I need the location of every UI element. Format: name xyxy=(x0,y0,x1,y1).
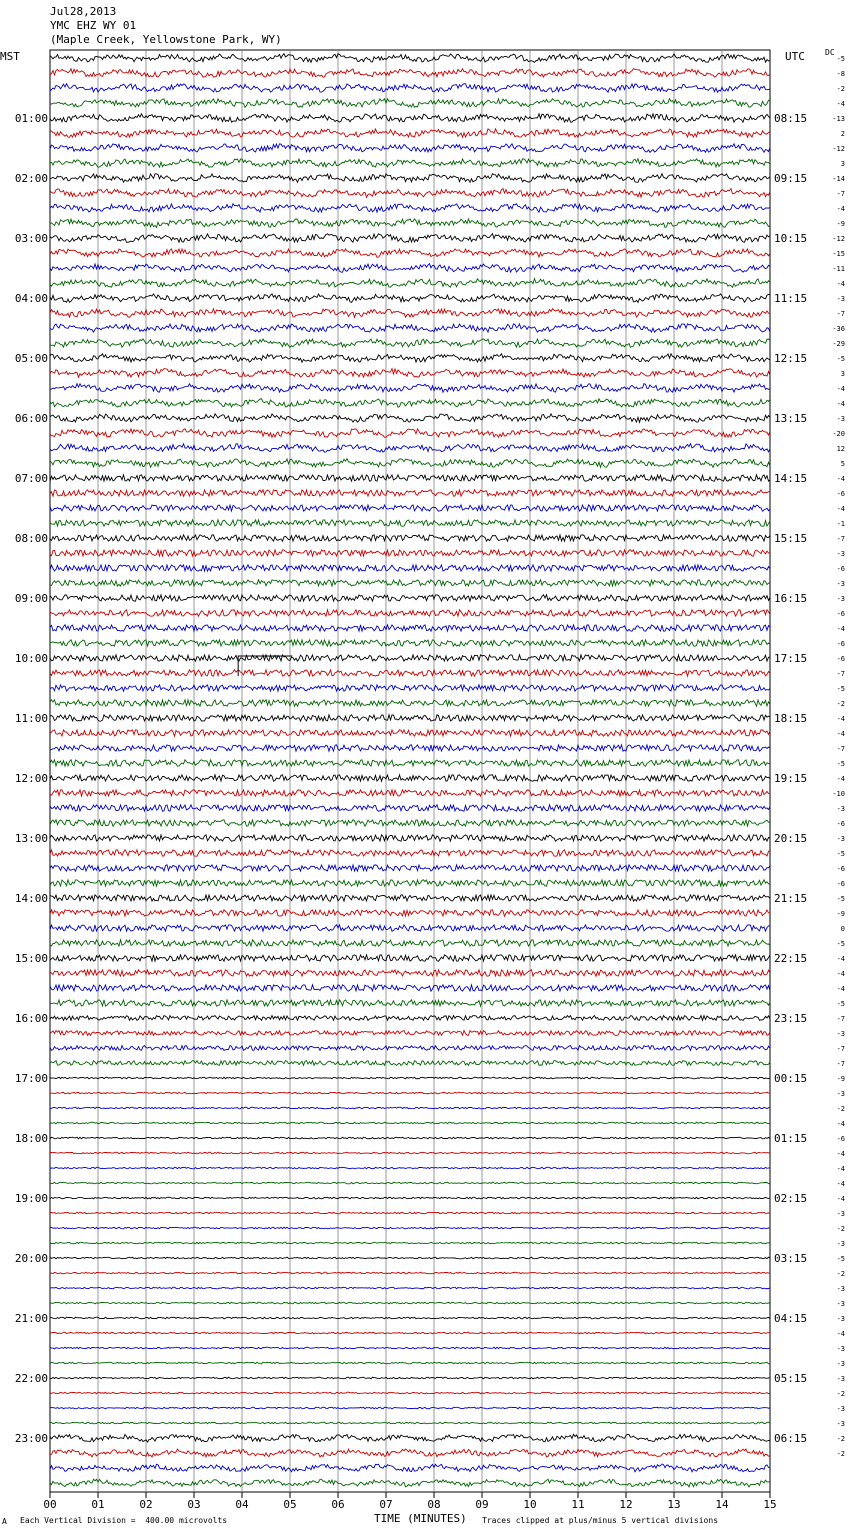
station-location: (Maple Creek, Yellowstone Park, WY) xyxy=(50,33,282,46)
left-timezone-label: MST xyxy=(0,50,20,63)
utc-hour-label: 21:15 xyxy=(774,892,808,905)
seismic-trace xyxy=(50,1167,770,1169)
right-timezone-label: UTC xyxy=(785,50,805,63)
dc-offset-value: 3 xyxy=(840,160,845,168)
seismic-trace xyxy=(50,1122,770,1124)
mst-hour-label: 03:00 xyxy=(14,232,48,245)
dc-offset-value: -3 xyxy=(836,1360,845,1368)
dc-offset-header: DC xyxy=(825,48,835,57)
dc-offset-value: -4 xyxy=(836,625,845,633)
seismic-trace xyxy=(50,174,770,183)
seismic-trace xyxy=(50,880,770,886)
seismic-trace xyxy=(50,264,770,273)
mst-hour-label: 19:00 xyxy=(14,1192,48,1205)
dc-offset-value: -4 xyxy=(836,1150,845,1158)
seismic-trace xyxy=(50,414,770,423)
x-tick-label: 05 xyxy=(283,1498,297,1510)
dc-offset-value: -4 xyxy=(836,955,845,963)
seismic-trace xyxy=(50,399,770,408)
utc-hour-label: 09:15 xyxy=(774,172,808,185)
station-name: YMC EHZ WY 01 xyxy=(50,19,137,32)
dc-offset-value: -3 xyxy=(836,805,845,813)
seismic-trace xyxy=(50,1449,770,1457)
x-tick-label: 14 xyxy=(715,1498,729,1510)
utc-hour-label: 04:15 xyxy=(774,1312,808,1325)
dc-offset-value: -3 xyxy=(836,580,845,588)
dc-offset-value: 12 xyxy=(836,445,845,453)
utc-hour-label: 12:15 xyxy=(774,352,808,365)
dc-offset-value: -2 xyxy=(836,1390,845,1398)
seismic-trace xyxy=(50,1287,770,1289)
utc-hour-label: 00:15 xyxy=(774,1072,808,1085)
mst-hour-label: 02:00 xyxy=(14,172,48,185)
dc-offset-value: -12 xyxy=(832,235,845,243)
seismic-trace xyxy=(50,670,770,676)
seismic-trace xyxy=(50,775,770,781)
dc-offset-value: -3 xyxy=(836,1405,845,1413)
seismic-trace xyxy=(50,54,770,63)
mst-hour-label: 09:00 xyxy=(14,592,48,605)
seismic-trace xyxy=(50,940,770,946)
seismic-trace xyxy=(50,1000,770,1006)
x-tick-label: 06 xyxy=(331,1498,345,1510)
seismic-trace xyxy=(50,985,770,991)
seismic-trace xyxy=(50,925,770,931)
seismic-trace xyxy=(50,1317,770,1319)
seismic-trace xyxy=(50,835,770,841)
dc-offset-value: -3 xyxy=(836,1285,845,1293)
dc-offset-value: -2 xyxy=(836,1270,845,1278)
dc-offset-value: -5 xyxy=(836,1000,845,1008)
seismic-trace xyxy=(50,339,770,348)
mst-hour-label: 15:00 xyxy=(14,952,48,965)
x-tick-label: 01 xyxy=(91,1498,105,1510)
seismic-trace xyxy=(50,129,770,138)
seismic-trace xyxy=(50,354,770,362)
dc-offset-value: -3 xyxy=(836,1030,845,1038)
x-tick-label: 00 xyxy=(43,1498,57,1510)
utc-hour-label: 03:15 xyxy=(774,1252,808,1265)
dc-offset-value: -3 xyxy=(836,550,845,558)
seismic-trace xyxy=(50,535,770,541)
x-tick-label: 15 xyxy=(763,1498,777,1510)
dc-offset-value: -2 xyxy=(836,1225,845,1233)
utc-hour-label: 14:15 xyxy=(774,472,808,485)
x-tick-label: 13 xyxy=(667,1498,681,1510)
dc-offset-value: -4 xyxy=(836,280,845,288)
dc-offset-value: -29 xyxy=(832,340,845,348)
seismic-trace xyxy=(50,159,770,168)
utc-hour-label: 15:15 xyxy=(774,532,808,545)
dc-offset-value: -5 xyxy=(836,940,845,948)
dc-offset-value: -9 xyxy=(836,910,845,918)
seismic-trace xyxy=(50,1302,770,1304)
dc-offset-value: -5 xyxy=(836,760,845,768)
dc-offset-value: -36 xyxy=(832,325,845,333)
seismic-trace xyxy=(50,279,770,288)
dc-offset-value: -6 xyxy=(836,880,845,888)
x-tick-label: 08 xyxy=(427,1498,441,1510)
dc-offset-value: -20 xyxy=(832,430,845,438)
utc-hour-label: 08:15 xyxy=(774,112,808,125)
dc-offset-value: -11 xyxy=(832,265,845,273)
seismic-trace xyxy=(50,1046,770,1051)
seismic-trace xyxy=(50,324,770,332)
dc-offset-value: -3 xyxy=(836,1420,845,1428)
dc-offset-value: -3 xyxy=(836,295,845,303)
seismic-trace xyxy=(50,1272,770,1274)
x-tick-label: 12 xyxy=(619,1498,633,1510)
x-tick-label: 03 xyxy=(187,1498,201,1510)
dc-offset-value: -13 xyxy=(832,115,845,123)
seismic-trace xyxy=(50,1434,770,1442)
dc-offset-value: -4 xyxy=(836,715,845,723)
seismic-trace xyxy=(50,955,770,961)
dc-offset-value: -1 xyxy=(836,520,845,528)
dc-offset-value: -3 xyxy=(836,415,845,423)
seismic-trace xyxy=(50,505,770,511)
dc-offset-value: -2 xyxy=(836,1105,845,1113)
seismic-trace xyxy=(50,1407,770,1409)
clip-note: Traces clipped at plus/minus 5 vertical divisions xyxy=(482,1516,719,1525)
dc-offset-value: -2 xyxy=(836,1435,845,1443)
seismic-trace xyxy=(50,294,770,302)
dc-offset-value: -3 xyxy=(836,1345,845,1353)
dc-offset-value: -2 xyxy=(836,85,845,93)
dc-offset-value: -9 xyxy=(836,220,845,228)
utc-hour-label: 19:15 xyxy=(774,772,808,785)
utc-hour-label: 23:15 xyxy=(774,1012,808,1025)
dc-offset-value: -4 xyxy=(836,775,845,783)
seismic-trace xyxy=(50,1362,770,1364)
seismic-trace xyxy=(50,1347,770,1349)
seismic-trace xyxy=(50,144,770,153)
dc-offset-value: -6 xyxy=(836,1135,845,1143)
mst-hour-label: 04:00 xyxy=(14,292,48,305)
seismic-trace xyxy=(50,850,770,856)
mst-hour-label: 11:00 xyxy=(14,712,48,725)
dc-offset-value: -14 xyxy=(832,175,845,183)
utc-hour-label: 10:15 xyxy=(774,232,808,245)
seismic-trace xyxy=(50,865,770,871)
dc-offset-value: -3 xyxy=(836,1240,845,1248)
dc-offset-value: -4 xyxy=(836,730,845,738)
seismic-trace xyxy=(50,970,770,976)
dc-offset-value: -3 xyxy=(836,595,845,603)
seismic-trace xyxy=(50,1479,770,1487)
mst-hour-label: 01:00 xyxy=(14,112,48,125)
seismic-trace xyxy=(50,640,770,646)
dc-offset-value: -3 xyxy=(836,835,845,843)
seismic-trace xyxy=(50,234,770,243)
dc-offset-value: -3 xyxy=(836,1090,845,1098)
dc-offset-value: -9 xyxy=(836,1075,845,1083)
dc-offset-value: 5 xyxy=(840,460,845,468)
seismic-trace xyxy=(50,249,770,257)
seismic-trace xyxy=(50,610,770,616)
seismic-trace xyxy=(50,715,770,721)
mst-hour-label: 12:00 xyxy=(14,772,48,785)
seismic-trace xyxy=(50,625,770,631)
x-tick-label: 07 xyxy=(379,1498,393,1510)
seismic-trace xyxy=(50,1464,770,1472)
utc-hour-label: 17:15 xyxy=(774,652,808,665)
seismic-trace xyxy=(50,1242,770,1244)
mst-hour-label: 07:00 xyxy=(14,472,48,485)
dc-offset-value: -4 xyxy=(836,1195,845,1203)
x-tick-label: 04 xyxy=(235,1498,249,1510)
seismic-trace xyxy=(50,1212,770,1214)
dc-offset-value: -3 xyxy=(836,1315,845,1323)
seismic-trace xyxy=(50,1077,770,1079)
mst-hour-label: 10:00 xyxy=(14,652,48,665)
dc-offset-value: -4 xyxy=(836,475,845,483)
utc-hour-label: 16:15 xyxy=(774,592,808,605)
seismic-trace xyxy=(50,475,770,481)
dc-offset-value: -6 xyxy=(836,490,845,498)
x-axis-title: TIME (MINUTES) xyxy=(374,1512,467,1525)
utc-hour-label: 05:15 xyxy=(774,1372,808,1385)
seismic-trace xyxy=(50,1016,770,1021)
seismic-trace xyxy=(50,805,770,811)
x-tick-label: 10 xyxy=(523,1498,537,1510)
dc-offset-value: -8 xyxy=(836,70,845,78)
dc-offset-value: -2 xyxy=(836,700,845,708)
seismic-trace xyxy=(50,1422,770,1424)
dc-offset-value: -5 xyxy=(836,55,845,63)
seismic-trace xyxy=(50,369,770,378)
dc-offset-value: -5 xyxy=(836,850,845,858)
seismic-trace xyxy=(50,730,770,736)
seismic-trace xyxy=(50,429,770,438)
seismic-trace xyxy=(50,910,770,916)
dc-offset-value: -15 xyxy=(832,250,845,258)
dc-offset-value: -7 xyxy=(836,1015,845,1023)
plot-date: Jul28,2013 xyxy=(50,5,117,18)
utc-hour-label: 01:15 xyxy=(774,1132,808,1145)
utc-hour-label: 06:15 xyxy=(774,1432,808,1445)
dc-offset-value: -5 xyxy=(836,685,845,693)
seismic-trace xyxy=(50,1152,770,1154)
seismic-trace xyxy=(50,490,770,496)
mst-hour-label: 22:00 xyxy=(14,1372,48,1385)
seismic-trace xyxy=(50,84,770,93)
mst-hour-label: 14:00 xyxy=(14,892,48,905)
mst-hour-label: 20:00 xyxy=(14,1252,48,1265)
dc-offset-value: -7 xyxy=(836,745,845,753)
corner-mark: A xyxy=(2,1517,7,1526)
seismic-trace xyxy=(50,790,770,796)
dc-offset-value: -7 xyxy=(836,670,845,678)
mst-hour-label: 21:00 xyxy=(14,1312,48,1325)
seismic-trace xyxy=(50,760,770,766)
utc-hour-label: 13:15 xyxy=(774,412,808,425)
utc-hour-label: 18:15 xyxy=(774,712,808,725)
utc-hour-label: 20:15 xyxy=(774,832,808,845)
dc-offset-value: -6 xyxy=(836,640,845,648)
seismic-trace xyxy=(50,1392,770,1394)
dc-offset-value: -7 xyxy=(836,1060,845,1068)
dc-offset-value: 2 xyxy=(840,130,845,138)
mst-hour-label: 17:00 xyxy=(14,1072,48,1085)
seismic-trace xyxy=(50,1257,770,1259)
utc-hour-label: 22:15 xyxy=(774,952,808,965)
dc-offset-value: -3 xyxy=(836,1375,845,1383)
dc-offset-value: -4 xyxy=(836,1165,845,1173)
seismic-trace xyxy=(50,520,770,526)
mst-hour-label: 05:00 xyxy=(14,352,48,365)
dc-offset-value: -4 xyxy=(836,100,845,108)
mst-hour-label: 23:00 xyxy=(14,1432,48,1445)
seismic-trace xyxy=(50,1061,770,1066)
seismic-trace xyxy=(50,459,770,468)
dc-offset-value: -6 xyxy=(836,565,845,573)
seismic-trace xyxy=(50,1031,770,1036)
seismic-trace xyxy=(50,565,770,571)
x-tick-label: 02 xyxy=(139,1498,153,1510)
seismic-trace xyxy=(50,550,770,556)
dc-offset-value: -4 xyxy=(836,205,845,213)
utc-hour-label: 02:15 xyxy=(774,1192,808,1205)
dc-offset-value: -6 xyxy=(836,820,845,828)
dc-offset-value: -7 xyxy=(836,535,845,543)
dc-offset-value: -3 xyxy=(836,1300,845,1308)
dc-offset-value: -4 xyxy=(836,985,845,993)
seismic-trace xyxy=(50,685,770,691)
dc-offset-value: -3 xyxy=(836,1210,845,1218)
seismic-trace xyxy=(50,1377,770,1379)
mst-hour-label: 08:00 xyxy=(14,532,48,545)
seismic-trace xyxy=(50,114,770,122)
seismic-trace xyxy=(50,580,770,586)
dc-offset-value: -6 xyxy=(836,610,845,618)
seismic-trace xyxy=(50,189,770,198)
dc-offset-value: -4 xyxy=(836,1120,845,1128)
dc-offset-value: -5 xyxy=(836,1255,845,1263)
dc-offset-value: -4 xyxy=(836,1330,845,1338)
seismic-trace xyxy=(50,1107,770,1109)
dc-offset-value: 3 xyxy=(840,370,845,378)
dc-offset-value: -4 xyxy=(836,505,845,513)
dc-offset-value: -6 xyxy=(836,865,845,873)
dc-offset-value: -7 xyxy=(836,310,845,318)
dc-offset-value: -4 xyxy=(836,1180,845,1188)
seismic-trace xyxy=(50,384,770,393)
seismic-trace xyxy=(50,1092,770,1094)
dc-offset-value: -12 xyxy=(832,145,845,153)
seismic-trace xyxy=(50,745,770,751)
dc-offset-value: -7 xyxy=(836,190,845,198)
seismic-trace xyxy=(50,309,770,318)
dc-offset-value: -7 xyxy=(836,1045,845,1053)
seismic-trace xyxy=(50,204,770,212)
seismic-trace xyxy=(50,69,770,78)
dc-offset-value: -4 xyxy=(836,970,845,978)
dc-offset-value: -10 xyxy=(832,790,845,798)
dc-offset-value: -2 xyxy=(836,1450,845,1458)
seismic-trace xyxy=(50,219,770,228)
seismic-trace xyxy=(50,1182,770,1184)
seismic-trace xyxy=(50,820,770,826)
seismic-trace xyxy=(50,1332,770,1334)
seismic-trace xyxy=(50,700,770,706)
dc-offset-value: 0 xyxy=(840,925,845,933)
scale-note: Each Vertical Division = 400.00 microvolts xyxy=(20,1516,228,1525)
dc-offset-value: -5 xyxy=(836,895,845,903)
x-tick-label: 11 xyxy=(571,1498,585,1510)
seismic-trace xyxy=(50,895,770,901)
mst-hour-label: 18:00 xyxy=(14,1132,48,1145)
seismic-trace xyxy=(50,655,770,661)
dc-offset-value: -4 xyxy=(836,400,845,408)
x-tick-label: 09 xyxy=(475,1498,489,1510)
seismic-trace xyxy=(50,444,770,453)
mst-hour-label: 13:00 xyxy=(14,832,48,845)
seismic-trace xyxy=(50,99,770,108)
mst-hour-label: 16:00 xyxy=(14,1012,48,1025)
seismic-trace xyxy=(50,595,770,601)
mst-hour-label: 06:00 xyxy=(14,412,48,425)
seismic-trace xyxy=(50,1197,770,1199)
seismic-trace xyxy=(50,1137,770,1139)
dc-offset-value: -5 xyxy=(836,355,845,363)
dc-offset-value: -6 xyxy=(836,655,845,663)
dc-offset-value: -4 xyxy=(836,385,845,393)
utc-hour-label: 11:15 xyxy=(774,292,808,305)
seismic-trace xyxy=(50,1227,770,1229)
